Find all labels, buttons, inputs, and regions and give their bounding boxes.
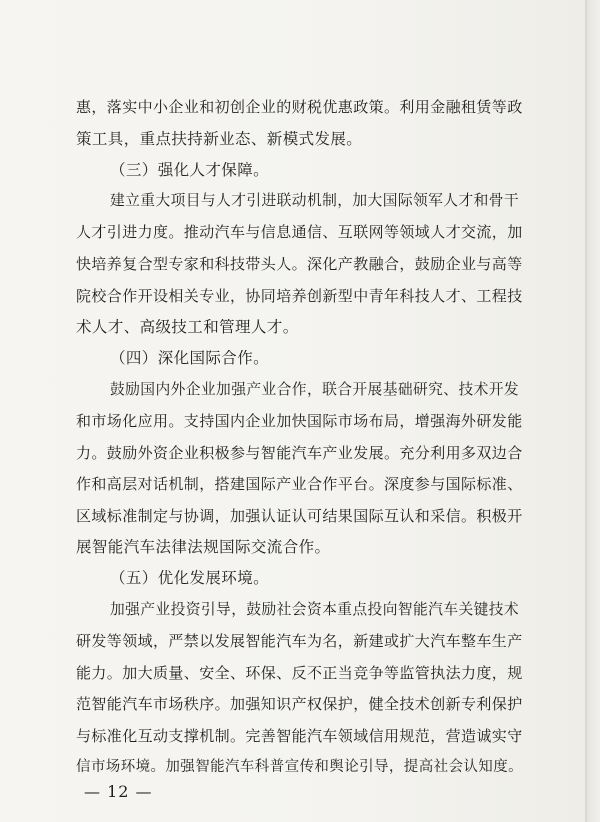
- section-heading: （五）优化发展环境。: [110, 569, 270, 587]
- paragraph-line: 惠，落实中小企业和初创企业的财税优惠政策。利用金融租赁等政: [76, 98, 523, 116]
- paragraph-line: 人才引进力度。推动汽车与信息通信、互联网等领域人才交流，加: [76, 223, 523, 241]
- paragraph-line: 展智能汽车法律法规国际交流合作。: [76, 538, 331, 556]
- paragraph-line: 院校合作开设相关专业，协同培养创新型中青年科技人才、工程技: [76, 287, 523, 305]
- paragraph-line: 加强产业投资引导，鼓励社会资本重点投向智能汽车关键技术: [110, 601, 520, 618]
- paragraph-line: 和市场化应用。支持国内企业加快国际市场布局，增强海外研发能: [76, 412, 523, 430]
- page-number: — 12 —: [84, 782, 153, 801]
- paragraph-line: 快培养复合型专家和科技带头人。深化产教融合，鼓励企业与高等: [76, 255, 523, 273]
- paragraph-line: 范智能汽车市场秩序。加强知识产权保护，健全技术创新专利保护: [76, 695, 523, 713]
- paragraph-line: 建立重大项目与人才引进联动机制，加大国际领军人才和骨干: [110, 192, 520, 209]
- paragraph-line: 作和高层对话机制，搭建国际产业合作平台。深度参与国际标准、: [76, 475, 523, 493]
- section-heading: （四）深化国际合作。: [110, 349, 270, 367]
- paragraph-line: 策工具，重点扶持新业态、新模式发展。: [76, 130, 363, 148]
- paragraph-line: 鼓励国内外企业加强产业合作，联合开展基础研究、技术开发: [110, 381, 520, 398]
- paragraph-line: 术人才、高级技工和管理人才。: [76, 318, 299, 336]
- paragraph-line: 能力。加大质量、安全、环保、反不正当竞争等监管执法力度，规: [76, 664, 523, 682]
- paragraph-line: 与标准化互动支撑机制。完善智能汽车领域信用规范，营造诚实守: [76, 727, 523, 745]
- paragraph-line: 力。鼓励外资企业积极参与智能汽车产业发展。充分利用多双边合: [76, 444, 523, 462]
- paragraph-line: 研发等领域，严禁以发展智能汽车为名，新建或扩大汽车整车生产: [76, 632, 523, 650]
- section-heading: （三）强化人才保障。: [110, 161, 270, 179]
- paragraph-line: 区域标准制定与协调，加强认证认可结果国际互认和采信。积极开: [76, 507, 523, 525]
- page-edge-shadow: [587, 0, 600, 822]
- paragraph-line: 信市场环境。加强智能汽车科普宣传和舆论引导，提高社会认知度。: [76, 759, 523, 775]
